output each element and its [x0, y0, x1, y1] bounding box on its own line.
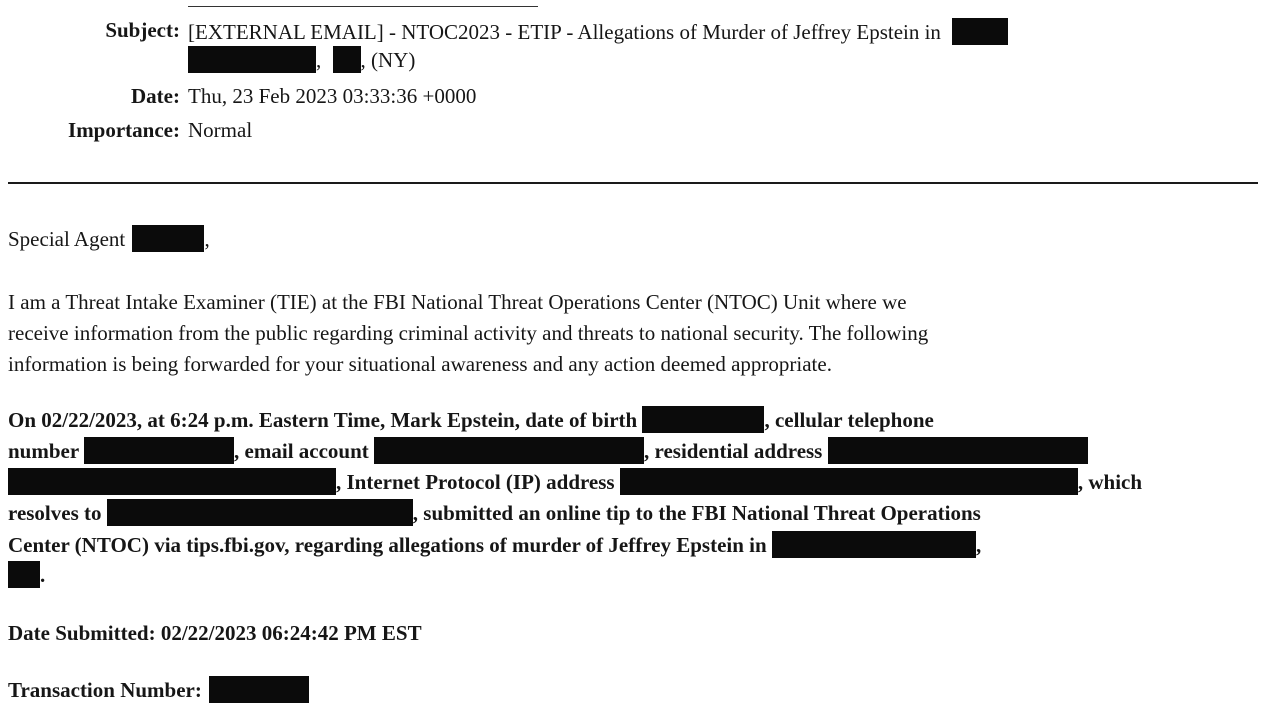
redaction — [772, 531, 976, 558]
redaction — [107, 499, 413, 526]
redaction — [8, 561, 40, 588]
date-submitted-value: 02/22/2023 06:24:42 PM EST — [160, 621, 422, 645]
tip-text: Center (NTOC) via tips.fbi.gov, regarding allegations of murder of Jeffrey Epstein in — [8, 533, 767, 557]
tip-text: , submitted an online tip to the FBI National Threat Operations — [412, 501, 981, 525]
tip-line-3 — [8, 467, 1142, 497]
redaction — [620, 468, 1078, 495]
tip-line-5 — [8, 530, 981, 560]
tip-text: , residential address — [644, 439, 823, 463]
subject-line-1: [EXTERNAL EMAIL] - NTOC2023 - ETIP - Allegations of Murder of Jeffrey Epstein in — [188, 20, 941, 44]
redaction — [828, 437, 1088, 464]
greeting — [8, 224, 210, 254]
tip-line-2 — [8, 436, 1088, 466]
tip-text: resolves to — [8, 501, 102, 525]
tip-text: , cellular telephone — [764, 408, 934, 432]
date-submitted-label: Date Submitted: — [8, 621, 156, 645]
tip-text: . — [40, 563, 46, 587]
subject-value — [188, 18, 1008, 45]
redaction — [132, 225, 204, 252]
redaction — [333, 46, 361, 73]
date-submitted-row — [8, 618, 422, 648]
cropped-top-text — [188, 0, 538, 7]
importance-value: Normal — [188, 118, 253, 142]
intro-line-1: I am a Threat Intake Examiner (TIE) at the FBI National Threat Operations Center (NTOC) Unit where we — [8, 290, 907, 314]
intro-line-2: receive information from the public regarding criminal activity and threats to national security. The following — [8, 321, 929, 345]
importance-label: Importance: — [68, 118, 180, 142]
greeting-text: Special Agent — [8, 227, 126, 251]
redaction — [374, 437, 644, 464]
tip-text: , Internet Protocol (IP) address — [336, 470, 615, 494]
subject-row-2 — [188, 46, 415, 73]
tip-text: , email account — [234, 439, 369, 463]
tip-text: , which — [1077, 470, 1143, 494]
tip-line-1 — [8, 405, 934, 435]
redaction — [952, 18, 1008, 45]
transaction-row — [8, 675, 309, 705]
tip-line-6 — [8, 560, 45, 590]
redaction — [209, 676, 309, 703]
redaction — [188, 46, 316, 73]
date-label: Date: — [131, 84, 180, 108]
intro-line-3: information is being forwarded for your situational awareness and any action deemed appropriate. — [8, 352, 832, 376]
subject-line-2: , (NY) — [360, 48, 416, 72]
header-divider — [8, 182, 1258, 184]
redaction — [84, 437, 234, 464]
tip-text: , — [975, 533, 982, 557]
tip-text: number — [8, 439, 79, 463]
redaction — [642, 406, 764, 433]
redaction — [8, 468, 336, 495]
transaction-label: Transaction Number: — [8, 678, 202, 702]
date-value: Thu, 23 Feb 2023 03:33:36 +0000 — [188, 84, 477, 108]
tip-text: On 02/22/2023, at 6:24 p.m. Eastern Time, Mark Epstein, date of birth — [8, 408, 638, 432]
greeting-comma: , — [204, 227, 210, 251]
subject-sep: , — [316, 48, 322, 72]
tip-line-4 — [8, 498, 981, 528]
subject-label: Subject: — [105, 18, 180, 42]
